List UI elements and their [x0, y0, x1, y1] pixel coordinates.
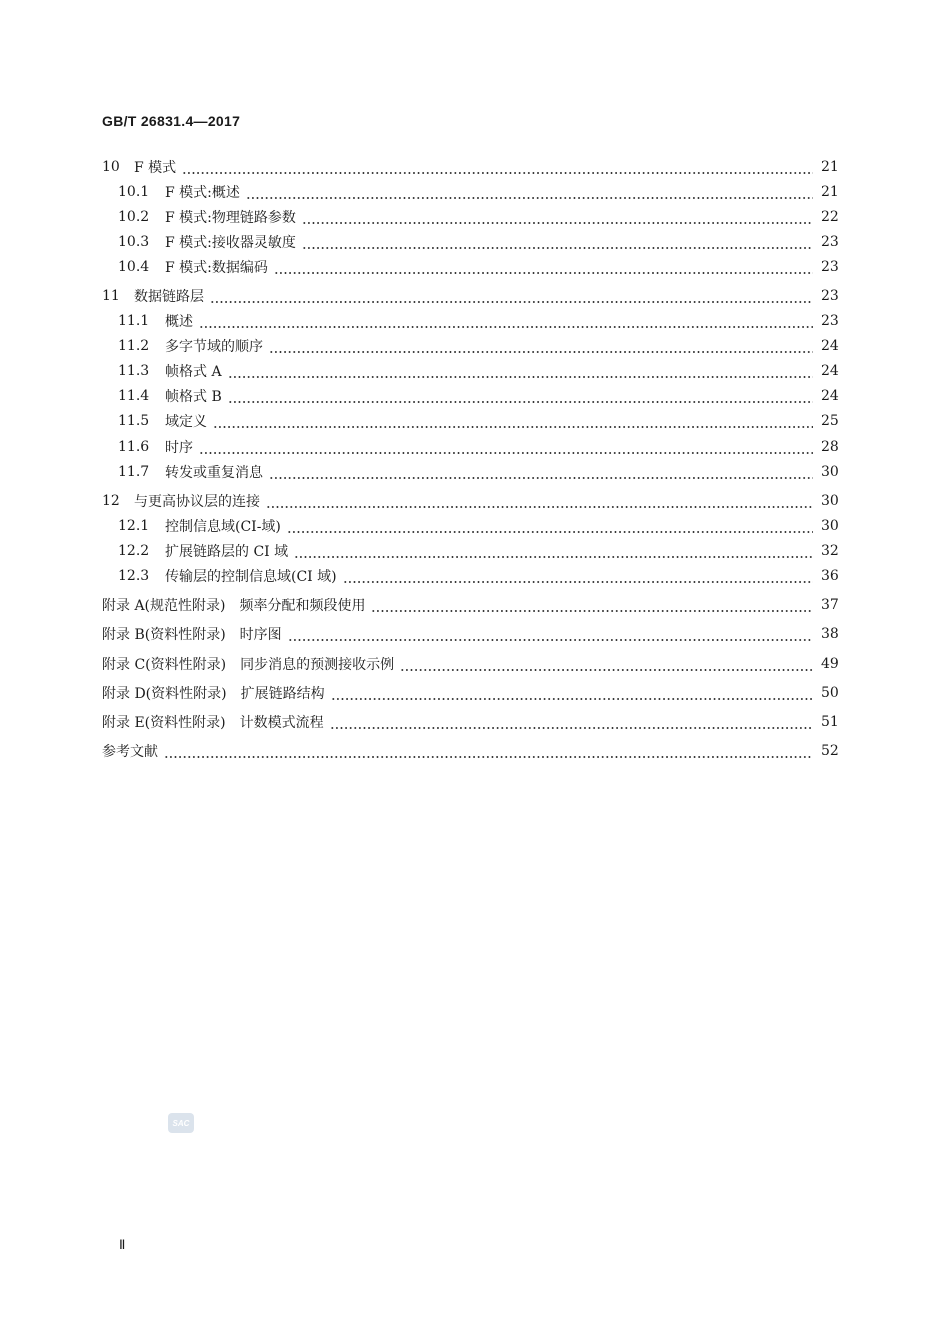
toc-page: 24 — [821, 388, 839, 404]
leader-dots — [228, 386, 813, 406]
toc-title: F 模式:物理链路参数 — [165, 210, 296, 226]
toc-number: 11 — [102, 288, 120, 304]
toc-page: 38 — [821, 626, 839, 642]
toc-title: 时序 — [165, 440, 193, 456]
toc-entry[interactable] — [118, 566, 837, 586]
toc-page: 30 — [821, 464, 839, 480]
leader-dots — [210, 286, 813, 306]
toc-page: 37 — [821, 597, 839, 613]
leader-dots — [302, 232, 813, 252]
leader-dots — [400, 654, 813, 674]
toc-number: 12.3 — [118, 568, 150, 584]
toc-entry[interactable] — [118, 541, 837, 561]
toc-title: 帧格式 B — [165, 389, 222, 405]
toc-title: 帧格式 A — [165, 364, 222, 380]
toc-number: 11.5 — [118, 413, 150, 429]
toc-page: 36 — [821, 568, 839, 584]
toc-number: 10 — [102, 159, 120, 175]
toc-page: 51 — [821, 714, 839, 730]
leader-dots — [287, 516, 813, 536]
toc-page: 23 — [821, 234, 839, 250]
toc-page: 21 — [821, 184, 839, 200]
toc-page: 52 — [821, 743, 839, 759]
toc-title: 转发或重复消息 — [165, 465, 263, 481]
leader-dots — [343, 566, 813, 586]
standard-code-header: GB/T 26831.4—2017 — [102, 113, 241, 129]
toc-number: 10.4 — [118, 259, 150, 275]
toc-title: 控制信息域(CI-域) — [165, 519, 281, 535]
leader-dots — [294, 541, 813, 561]
toc-entry[interactable] — [118, 232, 837, 252]
page-number: Ⅱ — [119, 1237, 126, 1252]
sac-watermark-logo: SAC — [168, 1113, 194, 1133]
toc-entry[interactable] — [102, 712, 837, 732]
toc-title: 附录 E(资料性附录) 计数模式流程 — [102, 715, 324, 731]
toc-entry[interactable] — [118, 361, 837, 381]
toc-title: F 模式 — [134, 160, 177, 176]
leader-dots — [274, 257, 813, 277]
leader-dots — [213, 411, 813, 431]
toc-number: 11.1 — [118, 313, 150, 329]
toc-title: 参考文献 — [102, 744, 158, 760]
toc-number: 11.3 — [118, 363, 150, 379]
leader-dots — [302, 207, 813, 227]
toc-entry[interactable] — [118, 386, 837, 406]
toc-entry[interactable] — [118, 207, 837, 227]
toc-title: 附录 C(资料性附录) 同步消息的预测接收示例 — [102, 657, 395, 673]
leader-dots — [228, 361, 813, 381]
toc-title: F 模式:接收器灵敏度 — [165, 235, 296, 251]
leader-dots — [330, 712, 813, 732]
toc-entry[interactable] — [118, 311, 837, 331]
leader-dots — [266, 491, 813, 511]
toc-title: 概述 — [165, 314, 193, 330]
toc-entry[interactable] — [102, 741, 837, 761]
toc-page: 24 — [821, 338, 839, 354]
leader-dots — [371, 595, 813, 615]
toc-entry[interactable] — [118, 336, 837, 356]
toc-number: 10.3 — [118, 234, 150, 250]
toc-entry[interactable] — [102, 595, 837, 615]
toc-title: 传输层的控制信息域(CI 域) — [165, 569, 337, 585]
toc-page: 32 — [821, 543, 839, 559]
toc-page: 21 — [821, 159, 839, 175]
toc-entry[interactable] — [102, 157, 837, 177]
toc-page: 49 — [821, 656, 839, 672]
toc-number: 10.1 — [118, 184, 150, 200]
toc-entry[interactable] — [102, 654, 837, 674]
toc-page: 23 — [821, 288, 839, 304]
toc-number: 12.1 — [118, 518, 150, 534]
toc-page: 23 — [821, 313, 839, 329]
toc-number: 11.4 — [118, 388, 150, 404]
toc-number: 11.2 — [118, 338, 150, 354]
toc-entry[interactable] — [102, 683, 837, 703]
toc-number: 10.2 — [118, 209, 150, 225]
toc-title: 数据链路层 — [134, 289, 204, 305]
toc-entry[interactable] — [118, 437, 837, 457]
leader-dots — [331, 683, 813, 703]
toc-entry[interactable] — [102, 624, 837, 644]
toc-page: 23 — [821, 259, 839, 275]
toc-number: 12.2 — [118, 543, 150, 559]
leader-dots — [246, 182, 813, 202]
toc-entry[interactable] — [118, 516, 837, 536]
toc-page: 30 — [821, 518, 839, 534]
toc-title: 扩展链路层的 CI 域 — [165, 544, 289, 560]
leader-dots — [288, 624, 813, 644]
toc-title: 附录 B(资料性附录) 时序图 — [102, 627, 282, 643]
toc-page: 28 — [821, 439, 839, 455]
toc-number: 11.6 — [118, 439, 150, 455]
toc-title: 与更高协议层的连接 — [134, 494, 260, 510]
toc-entry[interactable] — [102, 491, 837, 511]
toc-page: 50 — [821, 685, 839, 701]
toc-title: F 模式:概述 — [165, 185, 240, 201]
leader-dots — [199, 311, 813, 331]
toc-number: 11.7 — [118, 464, 150, 480]
toc-page: 24 — [821, 363, 839, 379]
leader-dots — [199, 437, 813, 457]
toc-title: 多字节域的顺序 — [165, 339, 263, 355]
toc-title: 附录 A(规范性附录) 频率分配和频段使用 — [102, 598, 366, 614]
toc-title: 域定义 — [165, 414, 207, 430]
toc-page: 25 — [821, 413, 839, 429]
toc-title: F 模式:数据编码 — [165, 260, 268, 276]
toc-entry[interactable] — [118, 257, 837, 277]
toc-entry[interactable] — [118, 411, 837, 431]
leader-dots — [182, 157, 813, 177]
leader-dots — [269, 336, 813, 356]
toc-page: 30 — [821, 493, 839, 509]
toc-page: 22 — [821, 209, 839, 225]
toc-entry[interactable] — [118, 182, 837, 202]
leader-dots — [164, 741, 813, 761]
toc-entry[interactable] — [102, 286, 837, 306]
toc-number: 12 — [102, 493, 120, 509]
leader-dots — [269, 462, 813, 482]
toc-title: 附录 D(资料性附录) 扩展链路结构 — [102, 686, 325, 702]
toc-entry[interactable] — [118, 462, 837, 482]
